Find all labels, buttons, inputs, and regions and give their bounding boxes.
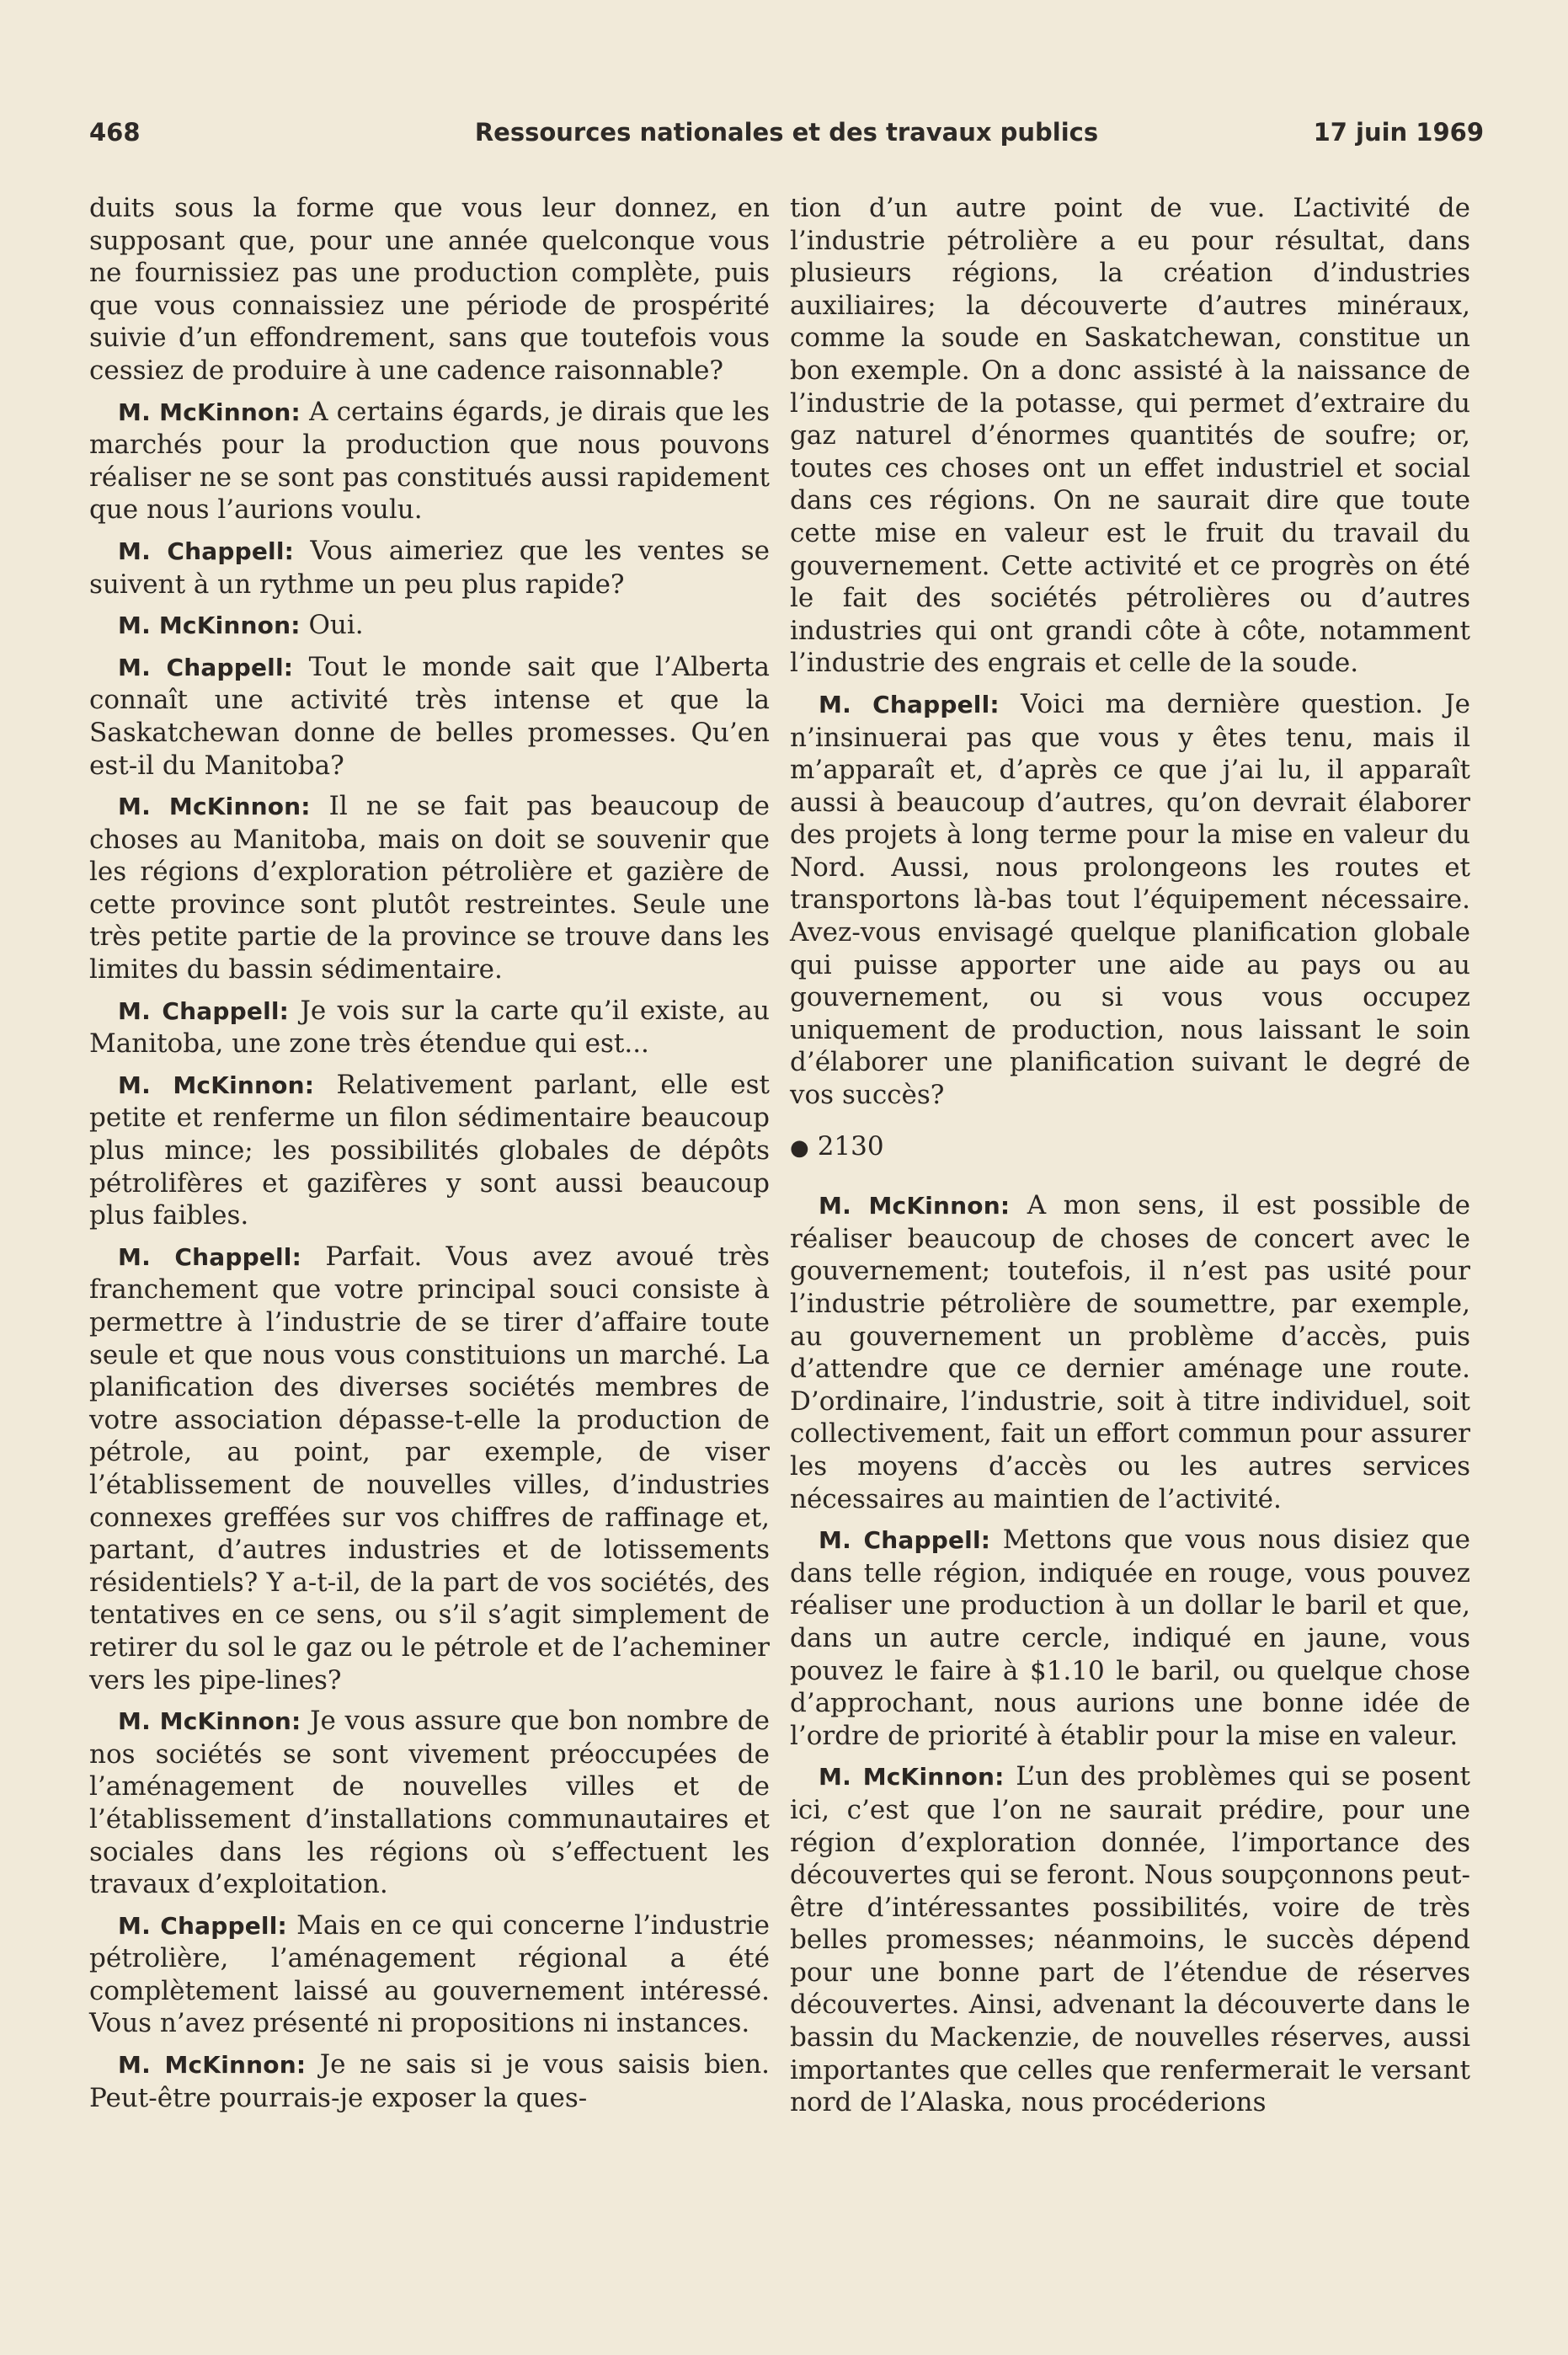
- speech-text: Je vois sur la carte qu’il existe, au Manitoba, une zone très étendue qui est...: [89, 995, 770, 1060]
- speech-paragraph: [89, 1705, 770, 1901]
- speaker-name: M. McKinnon:: [118, 611, 301, 640]
- page-number: 468: [89, 118, 141, 147]
- speaker-name: M. Chappell:: [118, 1242, 301, 1271]
- speaker-name: M. Chappell:: [118, 653, 294, 681]
- speech-paragraph: [790, 1189, 1470, 1515]
- speech-paragraph: [89, 2048, 770, 2114]
- speaker-name: M. McKinnon:: [819, 1192, 1011, 1220]
- speaker-name: M. Chappell:: [118, 1911, 287, 1940]
- speaker-name: M. McKinnon:: [118, 793, 311, 821]
- speech-text: Tout le monde sait que l’Alberta connaît une activité très intense et que la Saskatchewan donne de belles promesses. Qu’en est-il du Manitoba?: [89, 651, 770, 781]
- speech-paragraph: [89, 1069, 770, 1232]
- running-title: Ressources nationales et des travaux publics: [474, 118, 1099, 147]
- speech-paragraph: [89, 609, 770, 643]
- speech-paragraph: [89, 1909, 770, 2040]
- speaker-name: M. McKinnon:: [118, 1071, 315, 1099]
- page-header: [89, 118, 1484, 155]
- speech-paragraph: [790, 1524, 1470, 1752]
- speech-text: Je ne sais si je vous saisis bien. Peut-être pourrais-je exposer la ques-: [89, 2049, 771, 2113]
- time-marker: [790, 1130, 1470, 1165]
- speech-text: Je vous assure que bon nombre de nos sociétés se sont vivement préoccupées de l’aménagement de nouvelles villes et de l’établissement d’installations communautaires et sociales dans les régions où s’effectuent les travaux d’exploitation.: [89, 1706, 770, 1900]
- time-marker-text: 2130: [817, 1130, 884, 1161]
- speech-paragraph: [89, 651, 770, 782]
- speech-text: L’un des problèmes qui se posent ici, c’est que l’on ne saurait prédire, pour une région d’exploration donnée, l’importance des découvertes qui se feront. Nous soupçonnons peut-être d’intéressantes possibilités, voire de très belles promesses; néanmoins, le succès dépend pour une bonne part de l’étendue de réserves découvertes. Ainsi, advenant la découverte dans le bassin du Mackenzie, de nouvelles réserves, aussi importantes que celles que renfermerait le versant nord de l’Alaska, nous procéderions: [790, 1761, 1470, 2118]
- speech-text: A certains égards, je dirais que les marchés pour la production que nous pouvons réaliser ne se sont pas constitués aussi rapidement que nous l’aurions voulu.: [89, 396, 771, 526]
- speaker-name: M. McKinnon:: [118, 1707, 301, 1736]
- right-column: [790, 192, 1470, 2128]
- speech-paragraph: [89, 790, 770, 986]
- speaker-name: M. Chappell:: [819, 1526, 991, 1555]
- speech-text: Parfait. Vous avez avoué très franchement que votre principal souci consiste à permettre à l’industrie de se tirer d’affaire toute seule et que nous vous constituions un marché. La planification des diverses sociétés membres de votre association dépasse-t-elle la production de pétrole, au point, par exemple, de viser l’établissement de nouvelles villes, d’industries connexes greffées sur vos chiffres de raffinage et, partant, d’autres industries et de lotissements résidentiels? Y a-t-il, de la part de vos sociétés, des tentatives en ce sens, ou s’il s’agit simplement de retirer du sol le gaz ou le pétrole et de l’acheminer vers les pipe-lines?: [89, 1241, 770, 1695]
- speech-text: Mettons que vous nous disiez que dans telle région, indiquée en rouge, vous pouvez réaliser une production à un dollar le baril et que, dans un autre cercle, indiqué en jaune, vous pouvez le faire à $1.10 le baril, ou quelque chose d’approchant, nous aurions une bonne idée de l’ordre de priorité à établir pour la mise en valeur.: [790, 1525, 1470, 1751]
- speech-paragraph: [790, 1760, 1470, 2119]
- speech-text: Oui.: [308, 610, 364, 641]
- speech-text: Il ne se fait pas beaucoup de choses au Manitoba, mais on doit se souvenir que les régions d’exploration pétrolière et gazière de cette province sont plutôt restreintes. Seule une très petite partie de la province se trouve dans les limites du bassin sédimentaire.: [89, 791, 771, 985]
- speaker-name: M. Chappell:: [118, 537, 295, 565]
- speaker-name: M. Chappell:: [118, 996, 290, 1025]
- paragraph-continuation: tion d’un autre point de vue. L’activité de l’industrie pétrolière a eu pour résultat, dans plusieurs régions, la création d’industries auxiliaires; la découverte d’autres minéraux, comme la soude en Saskatchewan, constitue un bon exemple. On a donc assisté à la naissance de l’industrie de la potasse, qui permet d’extraire du gaz naturel d’énormes quantités de soufre; or, toutes ces choses ont un effet industriel et social dans ces régions. On ne saurait dire que toute cette mise en valeur est le fruit du travail du gouvernement. Cette activité et ce progrès on été le fait des sociétés pétrolières ou d’autres industries qui ont grandi côte à côte, notamment l’industrie des engrais et celle de la soude.: [790, 193, 1470, 679]
- left-column: [89, 192, 770, 2123]
- speech-text: Mais en ce qui concerne l’industrie pétrolière, l’aménagement régional a été complètement laissé au gouvernement intéressé. Vous n’avez présenté ni propositions ni instances.: [89, 1909, 770, 2039]
- speaker-name: M. Chappell:: [819, 690, 1000, 718]
- paragraph-continuation: duits sous la forme que vous leur donnez, en supposant que, pour une année quelconque vous ne fournissiez pas une production complète, puis que vous connaissiez une période de prospérité suivie d’un effondrement, sans que toutefois vous cessiez de produire à une cadence raisonnable?: [89, 193, 770, 386]
- speech-paragraph: [89, 995, 770, 1060]
- header-date: 17 juin 1969: [1313, 118, 1484, 147]
- speech-text: Relativement parlant, elle est petite et renferme un filon sédimentaire beaucoup plus mince; les possibilités globales de dépôts pétrolifères et gazifères y sont aussi beaucoup plus faibles.: [89, 1069, 771, 1231]
- speech-text: A mon sens, il est possible de réaliser beaucoup de choses de concert avec le gouvernement; toutefois, il n’est pas usité pour l’industrie pétrolière de soumettre, par exemple, au gouvernement un problème d’accès, puis d’attendre que ce dernier aménage une route. D’ordinaire, l’industrie, soit à titre individuel, soit collectivement, fait un effort commun pour assurer les moyens d’accès ou les autres services nécessaires au maintien de l’activité.: [790, 1190, 1471, 1514]
- speech-paragraph: [89, 396, 770, 526]
- speech-text: Voici ma dernière question. Je n’insinuerai pas que vous y êtes tenu, mais il m’apparaît et, d’après ce que j’ai lu, il apparaît aussi à beaucoup d’autres, qu’on devrait élaborer des projets à long terme pour la mise en valeur du Nord. Aussi, nous prolongeons les routes et transportons là-bas tout l’équipement nécessaire. Avez-vous envisagé quelque planification globale qui puisse apporter une aide au pays ou au gouvernement, ou si vous vous occupez uniquement de production, nous laissant le soin d’élaborer une planification suivant le degré de vos succès?: [790, 688, 1471, 1111]
- speech-paragraph: [89, 1241, 770, 1696]
- speaker-name: M. McKinnon:: [819, 1763, 1005, 1792]
- speaker-name: M. McKinnon:: [118, 2051, 307, 2080]
- speech-text: Vous aimeriez que les ventes se suivent à un rythme un peu plus rapide?: [89, 535, 770, 600]
- bullet-icon: ●: [790, 1135, 809, 1161]
- speech-paragraph: [89, 535, 770, 601]
- speech-paragraph: [790, 688, 1470, 1112]
- speaker-name: M. McKinnon:: [118, 398, 301, 426]
